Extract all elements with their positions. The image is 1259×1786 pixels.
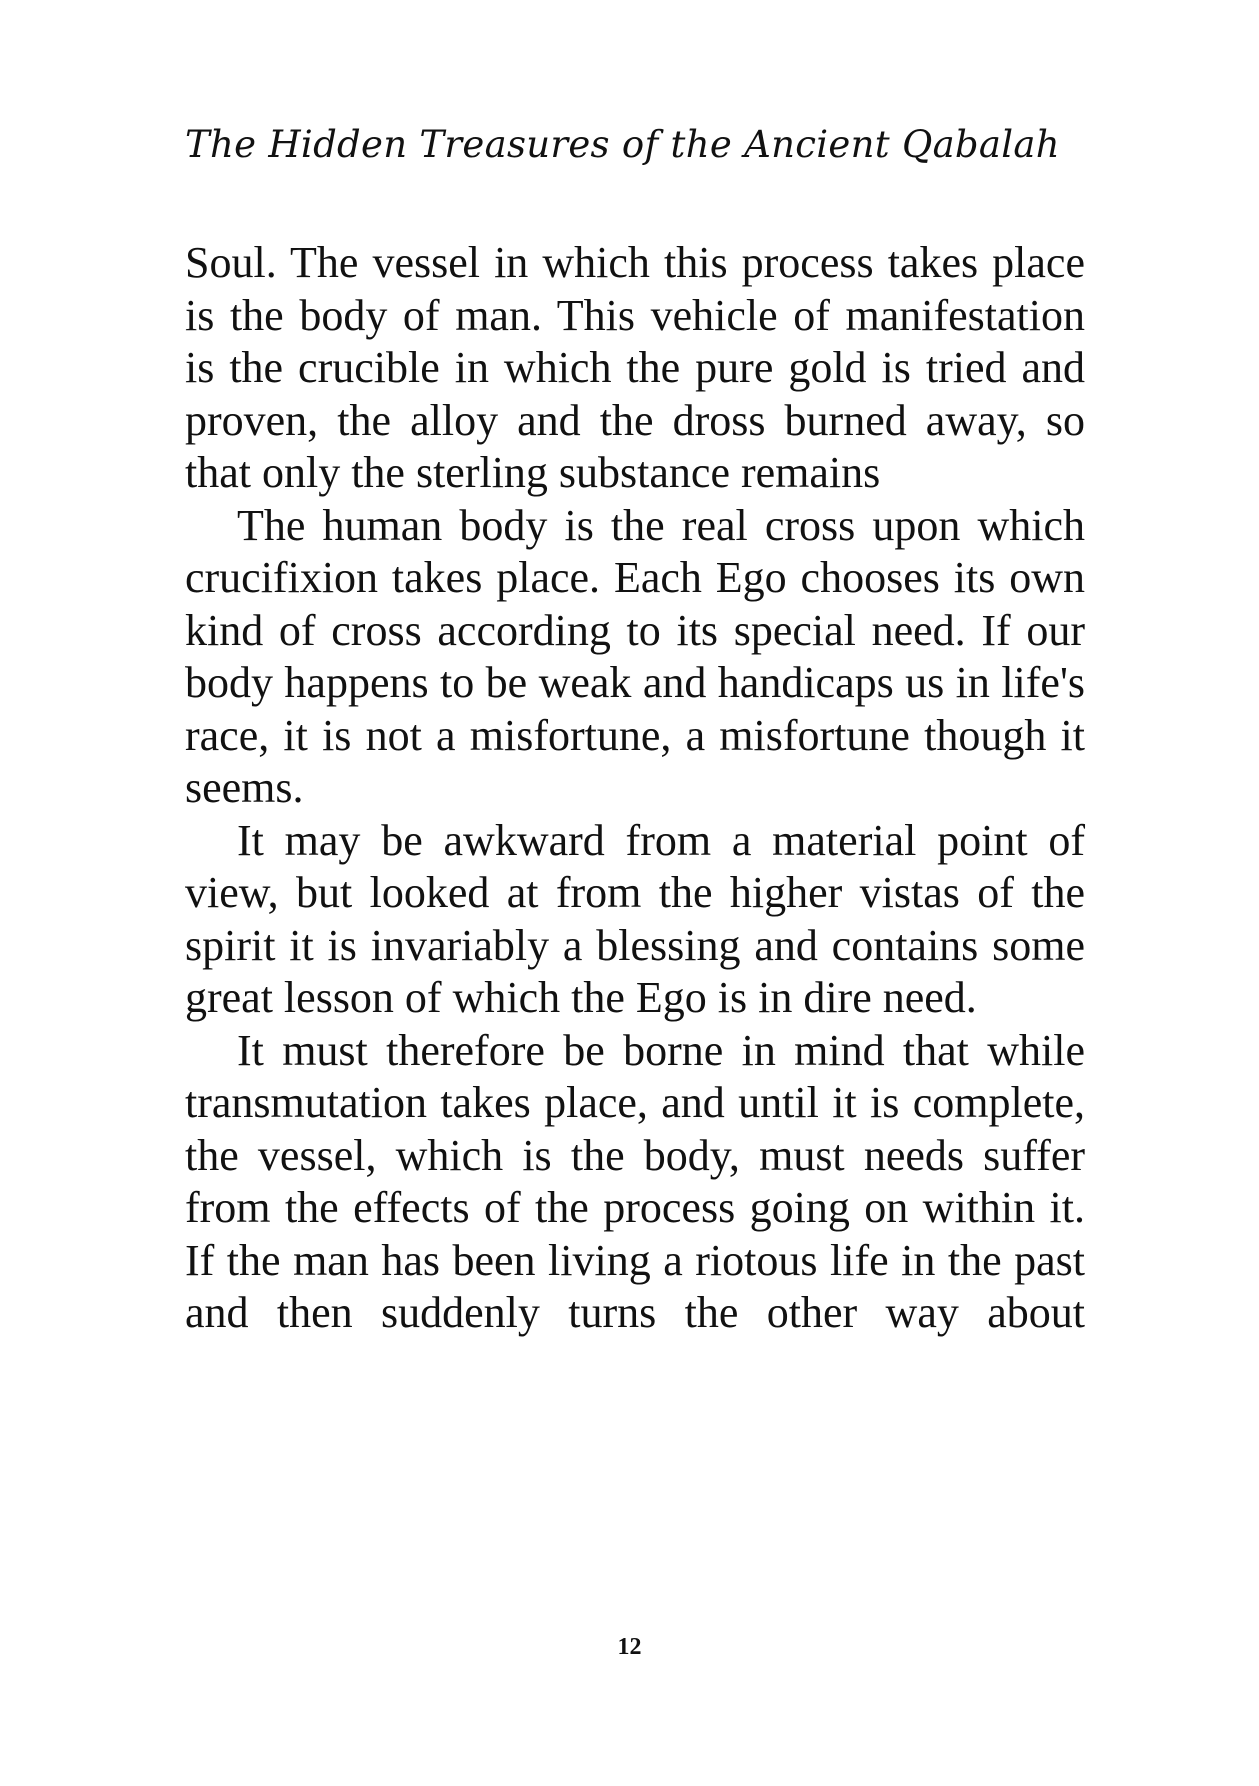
paragraph-3: It may be awkward from a material point of view, but looked at from the higher vistas of the spirit it is invariably a blessing and contains some great lesson of which the Ego is in dire need. bbox=[185, 815, 1085, 1022]
paragraph-1: Soul. The vessel in which this process takes place is the body of man. This vehicle of manifestation is the crucible in which the pure gold is tried and proven, the alloy and the dross burned away, so that only the sterling substance remains bbox=[185, 238, 1085, 497]
body-text bbox=[185, 237, 1085, 1340]
running-head-title: The Hidden Treasures of the Ancient Qabalah bbox=[185, 123, 1060, 166]
paragraph-4: It must therefore be borne in mind that while transmutation takes place, and until it is complete, the vessel, which is the body, must needs suffer from the effects of the process going on within it. If the man has been living a riotous life in the past and then suddenly turns the other way about bbox=[185, 1025, 1085, 1337]
paragraph-2: The human body is the real cross upon which crucifixion takes place. Each Ego chooses its own kind of cross according to its special need. If our body happens to be weak and handicaps us in life's race, it is not a misfortune, a misfortune though it seems. bbox=[185, 500, 1085, 812]
page-number: 12 bbox=[617, 1634, 642, 1660]
